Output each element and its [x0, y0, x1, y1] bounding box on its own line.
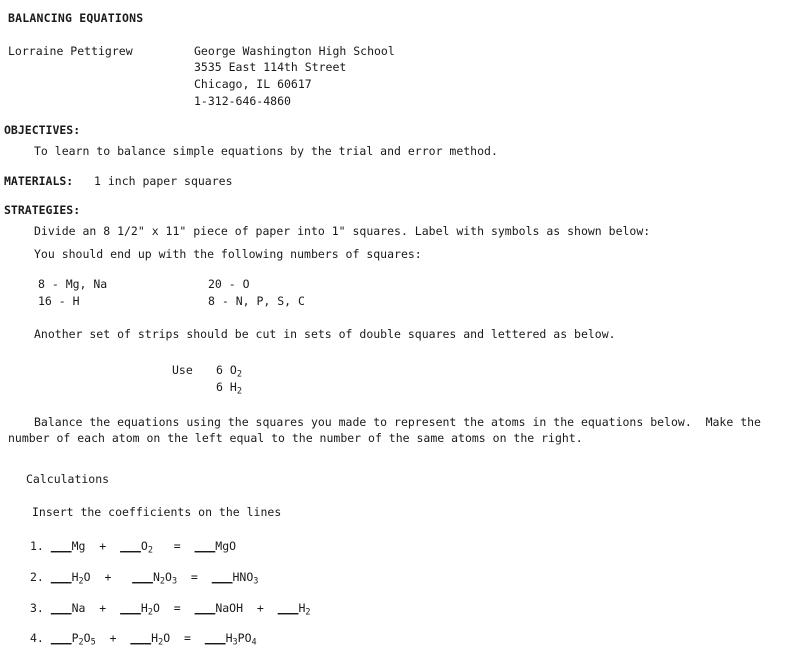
operator: = [173, 539, 181, 554]
use-line [172, 362, 800, 379]
squares-row [8, 276, 800, 293]
school-city-state-zip: Chicago, IL 60617 [194, 77, 312, 92]
species-subscript: 2 [147, 545, 153, 556]
species-subscript: 2 [305, 607, 311, 618]
species: Na [71, 600, 86, 615]
equation-number: 3. [30, 600, 44, 615]
coefficient-blank[interactable]: ___ [211, 570, 233, 585]
operator: = [190, 570, 198, 585]
operator: + [256, 600, 264, 615]
strategies-paragraph-2: You should end up with the following numbers of squares: [34, 246, 422, 261]
use-block [4, 362, 800, 395]
school-name: George Washington High School [194, 43, 395, 58]
squares-count-table [8, 276, 800, 309]
species: O [140, 539, 148, 554]
species: Mg [71, 539, 86, 554]
equation-row [30, 538, 800, 555]
materials-section [4, 173, 800, 190]
strategies-paragraph-3: Another set of strips should be cut in sets of double squares and lettered as below. [34, 326, 616, 341]
species-part2: O [83, 631, 91, 646]
materials-heading: MATERIALS: [4, 173, 74, 188]
squares-cell-right: 8 - N, P, S, C [208, 294, 305, 309]
squares-cell-left: 16 - H [38, 294, 80, 309]
species: H [298, 600, 306, 615]
use-count: 6 [216, 363, 223, 378]
species: H [225, 631, 233, 646]
strategies-section [4, 202, 800, 447]
coefficient-blank[interactable]: ___ [50, 631, 72, 646]
school-phone: 1-312-646-4860 [194, 93, 291, 108]
coefficient-blank[interactable]: ___ [204, 631, 226, 646]
school-street: 3535 East 114th Street [194, 60, 347, 75]
strategies-paragraph-4: Balance the equations using the squares you made to represent the atoms in the equations below. Make the number of each atom on the left equal to the number of the same atoms on the right. [8, 414, 768, 446]
operator: = [184, 631, 191, 646]
strategies-heading: STRATEGIES: [4, 203, 81, 218]
operator: + [99, 600, 107, 615]
use-label: Use [172, 363, 193, 378]
species-part2: PO [237, 631, 252, 646]
species: MgO [215, 539, 237, 554]
objectives-section [4, 122, 800, 159]
materials-text: 1 inch paper squares [94, 173, 233, 188]
squares-cell-left: 8 - Mg, Na [38, 277, 108, 292]
school-column [194, 43, 800, 110]
use-spacer [223, 363, 230, 377]
author-name: Lorraine Pettigrew [8, 43, 133, 58]
calculations-title: Calculations [26, 472, 110, 487]
species-subscript: 2 [147, 607, 153, 618]
use-line [172, 379, 800, 396]
materials-spacer [73, 174, 94, 188]
page-title: BALANCING EQUATIONS [8, 11, 144, 25]
species-subscript-2: 3 [171, 576, 178, 587]
coefficient-blank[interactable]: ___ [130, 631, 152, 646]
species: H [151, 631, 159, 646]
coefficient-blank[interactable]: ___ [132, 570, 153, 585]
species: H [140, 600, 148, 615]
species-subscript-2: 5 [90, 637, 96, 648]
species-subscript: 2 [158, 637, 164, 648]
use-formula: H [229, 380, 237, 395]
operator: + [104, 570, 112, 585]
species: HNO [232, 570, 254, 585]
use-subscript: 2 [236, 386, 242, 397]
operator: + [109, 631, 117, 646]
author-column [8, 43, 194, 110]
species-subscript: 3 [253, 576, 259, 587]
coefficient-blank[interactable]: ___ [120, 600, 141, 615]
species-part2: O [163, 631, 171, 646]
use-spacer [223, 380, 230, 394]
calculations-instruction: Insert the coefficients on the lines [32, 504, 282, 519]
species: N [152, 570, 160, 585]
coefficient-blank[interactable]: ___ [50, 600, 72, 615]
equation-number: 2. [30, 570, 44, 585]
objectives-heading: OBJECTIVES: [4, 123, 81, 138]
species-subscript: 3 [232, 637, 238, 648]
operator: = [173, 600, 181, 615]
species-part2: O [83, 570, 91, 585]
species-subscript: 2 [159, 576, 165, 587]
species: H [71, 570, 79, 585]
coefficient-blank[interactable]: ___ [194, 539, 216, 554]
equation-row [30, 600, 800, 617]
species-part2: O [152, 600, 160, 615]
use-subscript: 2 [236, 369, 242, 380]
use-count: 6 [216, 380, 223, 395]
equation-list [30, 538, 800, 647]
squares-cell-right: 20 - O [208, 277, 250, 292]
coefficient-blank[interactable]: ___ [50, 570, 72, 585]
equation-number: 1. [30, 539, 44, 554]
equation-row [30, 630, 800, 647]
strategies-paragraph-1: Divide an 8 1/2" x 11" piece of paper into 1" squares. Label with symbols as shown below: [34, 224, 651, 239]
author-school-block [8, 43, 800, 110]
species-subscript: 2 [78, 637, 84, 648]
equation-number: 4. [30, 631, 44, 646]
coefficient-blank[interactable]: ___ [120, 539, 141, 554]
coefficient-blank[interactable]: ___ [50, 539, 72, 554]
species-subscript: 2 [78, 576, 84, 587]
operator: + [99, 539, 107, 554]
coefficient-blank[interactable]: ___ [277, 600, 299, 615]
equation-row [30, 569, 800, 586]
coefficient-blank[interactable]: ___ [194, 600, 216, 615]
species-subscript-2: 4 [251, 637, 257, 648]
species: P [71, 631, 79, 646]
use-formula: O [229, 363, 237, 378]
species: NaOH [215, 600, 244, 615]
objectives-text: To learn to balance simple equations by the trial and error method. [34, 144, 498, 159]
species-part2: O [165, 570, 172, 585]
squares-row [8, 293, 800, 310]
